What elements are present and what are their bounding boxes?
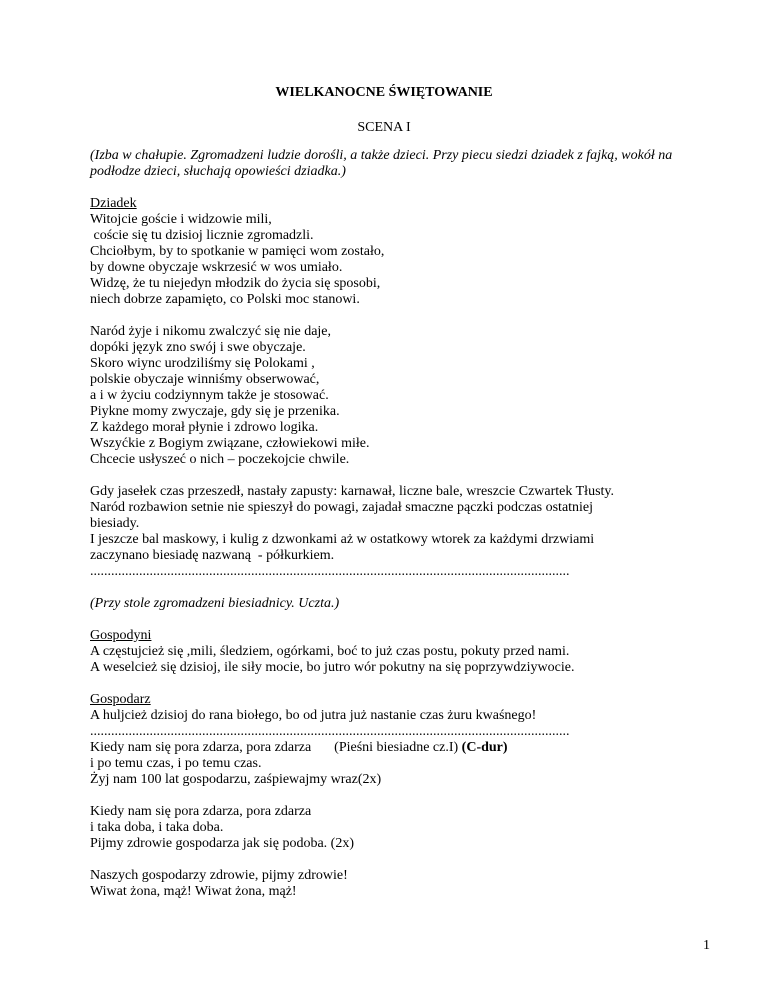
verse-line: polskie obyczaje winniśmy obserwować,: [90, 372, 320, 387]
stage-direction-feast: (Przy stole zgromadzeni biesiadnicy. Uczta.): [90, 596, 340, 611]
verse-line: Piykne momy zwyczaje, gdy się je przenika.: [90, 404, 340, 419]
verse-line: a i w życiu codziynnym także je stosować.: [90, 388, 329, 403]
verse-line: dopóki język zno swój i swe obyczaje.: [90, 340, 306, 355]
speaker-name: Gospodyni: [90, 628, 152, 643]
song-source-note: (Pieśni biesiadne cz.I): [334, 740, 459, 755]
dziadek-speech-1: [90, 196, 710, 308]
verse-line: Wszyćkie z Bogiym związane, człowiekowi miłe.: [90, 436, 370, 451]
speaker-name: Dziadek: [90, 196, 137, 211]
song-line: Kiedy nam się pora zdarza, pora zdarza: [90, 804, 312, 819]
verse-line: by downe obyczaje wskrzesić w wos umiało.: [90, 260, 343, 275]
stage-direction: (Izba w chałupie. Zgromadzeni ludzie dorośli, a także dzieci. Przy piecu siedzi dziadek z fajką, wokół na podłodze dzieci, słuchają opowieści dziadka.): [90, 148, 673, 179]
song-key: (C-dur): [461, 740, 508, 755]
narration-line: zaczynano biesiadę nazwaną - półkurkiem.: [90, 548, 335, 563]
verse-line: Chciołbym, by to spotkanie w pamięci wom zostało,: [90, 244, 385, 259]
dotted-separator: .........................................................................................................................................: [90, 724, 570, 739]
page-number: 1: [703, 938, 710, 953]
verse-line: Naród żyje i nikomu zwalczyć się nie daje,: [90, 324, 332, 339]
dotted-separator: .........................................................................................................................................: [90, 564, 570, 579]
song-verse-3: [90, 868, 710, 900]
narration-line: Gdy jasełek czas przeszedł, nastały zapusty: karnawał, liczne bale, wreszcie Czwartek Tłusty.: [90, 484, 615, 499]
scene-heading: SCENA I: [357, 120, 411, 135]
verse-line: Widzę, że tu niejedyn młodzik do życia się sposobi,: [90, 276, 381, 291]
narration-line: biesiady.: [90, 516, 140, 531]
song-line: Żyj nam 100 lat gospodarzu, zaśpiewajmy wraz(2x): [90, 772, 382, 787]
song-line: Pijmy zdrowie gospodarza jak się podoba. (2x): [90, 836, 354, 851]
document-title: WIELKANOCNE ŚWIĘTOWANIE: [275, 85, 493, 100]
song-line: [90, 740, 710, 756]
song-line: i po temu czas, i po temu czas.: [90, 756, 262, 771]
narration-line: I jeszcze bal maskowy, i kulig z dzwonkami aż w ostatkowy wtorek za każdymi drzwiami: [90, 532, 595, 547]
speech-line: A huljcież dzisioj do rana biołego, bo od jutra już nastanie czas żuru kwaśnego!: [90, 708, 537, 723]
song-line: i taka doba, i taka doba.: [90, 820, 224, 835]
song-verse-2: [90, 804, 710, 852]
verse-line: Chcecie usłyszeć o nich – poczekojcie chwile.: [90, 452, 350, 467]
verse-line: coście się tu dzisioj licznie zgromadzli.: [90, 228, 314, 243]
verse-line: Skoro wiync urodziliśmy się Polokami ,: [90, 356, 315, 371]
gospodyni-speech: [90, 628, 710, 676]
speech-line: A weselcież się dzisioj, ile siły mocie, bo jutro wór pokutny na się poprzywdziywocie.: [90, 660, 575, 675]
document-body: [90, 148, 710, 900]
speech-line: A częstujcież się ,mili, śledziem, ogórkami, boć to już czas postu, pokuty przed nami.: [90, 644, 570, 659]
verse-line: Z każdego morał płynie i zdrowo logika.: [90, 420, 319, 435]
verse-line: niech dobrze zapamięto, co Polski moc stanowi.: [90, 292, 360, 307]
narration: [90, 484, 710, 580]
gospodarz-speech: [90, 692, 710, 740]
song-line: Wiwat żona, mąż! Wiwat żona, mąż!: [90, 884, 297, 899]
dziadek-speech-2: [90, 324, 710, 468]
narration-line: Naród rozbawion setnie nie spieszył do powagi, zajadał smaczne pączki podczas ostatniej: [90, 500, 594, 515]
speaker-name: Gospodarz: [90, 692, 151, 707]
verse-line: Witojcie goście i widzowie mili,: [90, 212, 272, 227]
song-verse-1: [90, 740, 710, 788]
song-line: Naszych gospodarzy zdrowie, pijmy zdrowie!: [90, 868, 348, 883]
song-line-text: Kiedy nam się pora zdarza, pora zdarza: [90, 740, 312, 755]
